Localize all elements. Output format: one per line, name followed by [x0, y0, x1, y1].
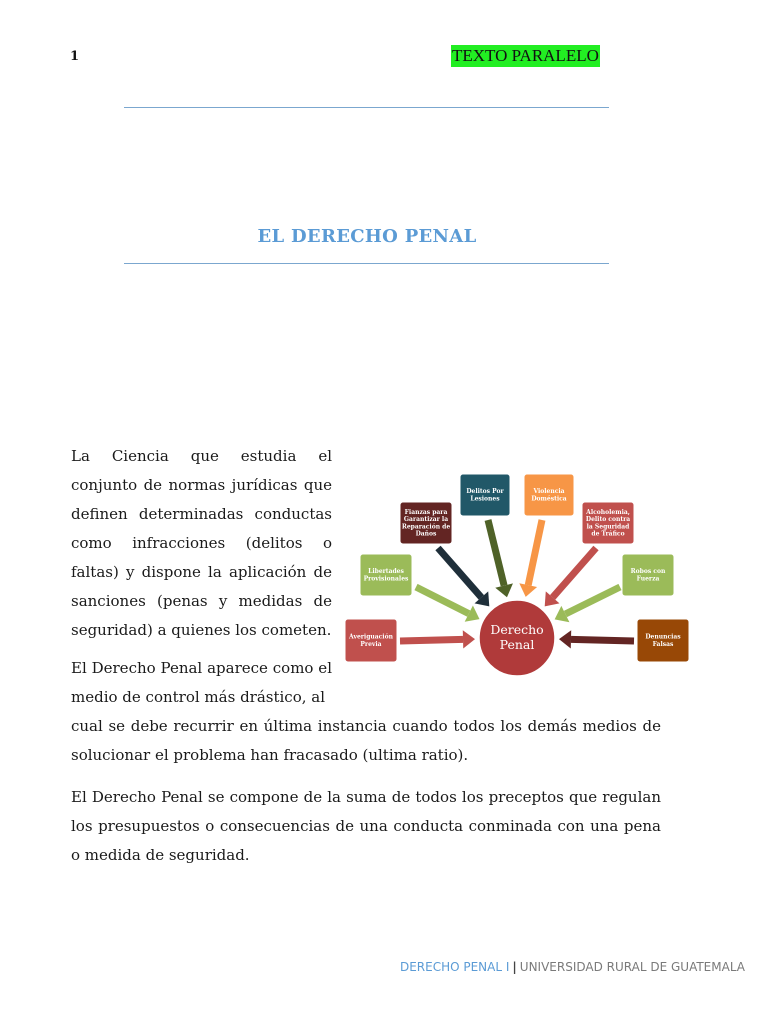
paragraph-control-top: El Derecho Penal aparece como el medio de control más drástico, al: [71, 659, 332, 706]
diagram-arrow-7: [555, 587, 620, 622]
header-highlight-label: TEXTO PARALELO: [452, 46, 599, 65]
diagram-arrow-5: [519, 520, 542, 597]
diagram-center-label: Penal: [499, 637, 535, 652]
title-rule: [124, 263, 609, 264]
diagram-node-label: Falsas: [652, 640, 674, 648]
derecho-penal-diagram: [338, 466, 698, 686]
diagram-center-node: [479, 600, 555, 676]
footer-university: UNIVERSIDAD RURAL DE GUATEMALA: [519, 960, 745, 974]
diagram-node-label: Robos con: [630, 568, 666, 576]
diagram-node-2: [360, 554, 412, 596]
top-rule: [124, 107, 609, 108]
diagram-node-label: Denuncias: [645, 633, 681, 641]
diagram-node-label: Lesiones: [470, 495, 500, 503]
diagram-node-label: Violencia: [533, 488, 565, 496]
diagram-node-5: [524, 474, 574, 516]
diagram-node-label: Reparación de: [401, 523, 451, 531]
diagram-node-label: Fianzas para: [404, 509, 448, 516]
diagram-node-6: [582, 502, 634, 544]
diagram-node-label: la Seguridad: [586, 523, 630, 531]
diagram-node-label: de Tráfico: [591, 530, 625, 538]
diagram-node-1: [345, 619, 397, 662]
diagram-arrow-6: [545, 548, 596, 606]
diagram-node-label: Delito contra: [585, 516, 631, 524]
paragraph-composition: El Derecho Penal se compone de la suma de todos los preceptos que regulan los presupuestos o consecuencias de una conducta conminada con una pena o medida de seguridad.: [71, 788, 661, 864]
diagram-arrow-3: [438, 548, 489, 606]
diagram-node-7: [622, 554, 674, 596]
diagram-center-label: Derecho: [490, 622, 544, 637]
diagram-node-label: Provisionales: [363, 575, 409, 583]
paragraph-definition: La Ciencia que estudia el conjunto de normas jurídicas que definen determinadas conductas como infracciones (delitos o faltas) y dispone la aplicación de sanciones (penas y medidas de seguridad) a quienes los cometen.: [71, 447, 332, 639]
diagram-node-label: Daños: [415, 530, 437, 538]
diagram-node-label: Averiguación: [349, 633, 393, 641]
paragraph-control-bottom: cual se debe recurrir en última instancia cuando todos los demás medios de solucionar el problema han fracasado (ultima ratio).: [71, 717, 661, 764]
document-title: EL DERECHO PENAL: [257, 226, 477, 247]
diagram-node-label: Fuerza: [636, 575, 660, 583]
diagram-arrow-1: [400, 630, 475, 648]
diagram-arrow-8: [559, 630, 634, 648]
diagram-arrow-2: [416, 587, 480, 622]
footer-separator: |: [512, 960, 517, 974]
diagram-node-3: [400, 502, 452, 544]
footer-course: DERECHO PENAL I: [399, 960, 510, 974]
diagram-node-label: Libertades: [368, 568, 404, 576]
diagram-node-4: [460, 474, 510, 516]
diagram-node-8: [637, 619, 689, 662]
page-number: 1: [70, 49, 80, 64]
diagram-node-label: Alcoholemia,: [586, 509, 630, 516]
diagram-node-label: Garantizar la: [403, 516, 449, 524]
diagram-node-label: Previa: [360, 640, 382, 648]
diagram-node-label: Delitos Por: [466, 488, 504, 496]
diagram-node-label: Doméstica: [531, 495, 567, 503]
diagram-arrow-4: [488, 520, 513, 597]
footer: [400, 960, 745, 974]
